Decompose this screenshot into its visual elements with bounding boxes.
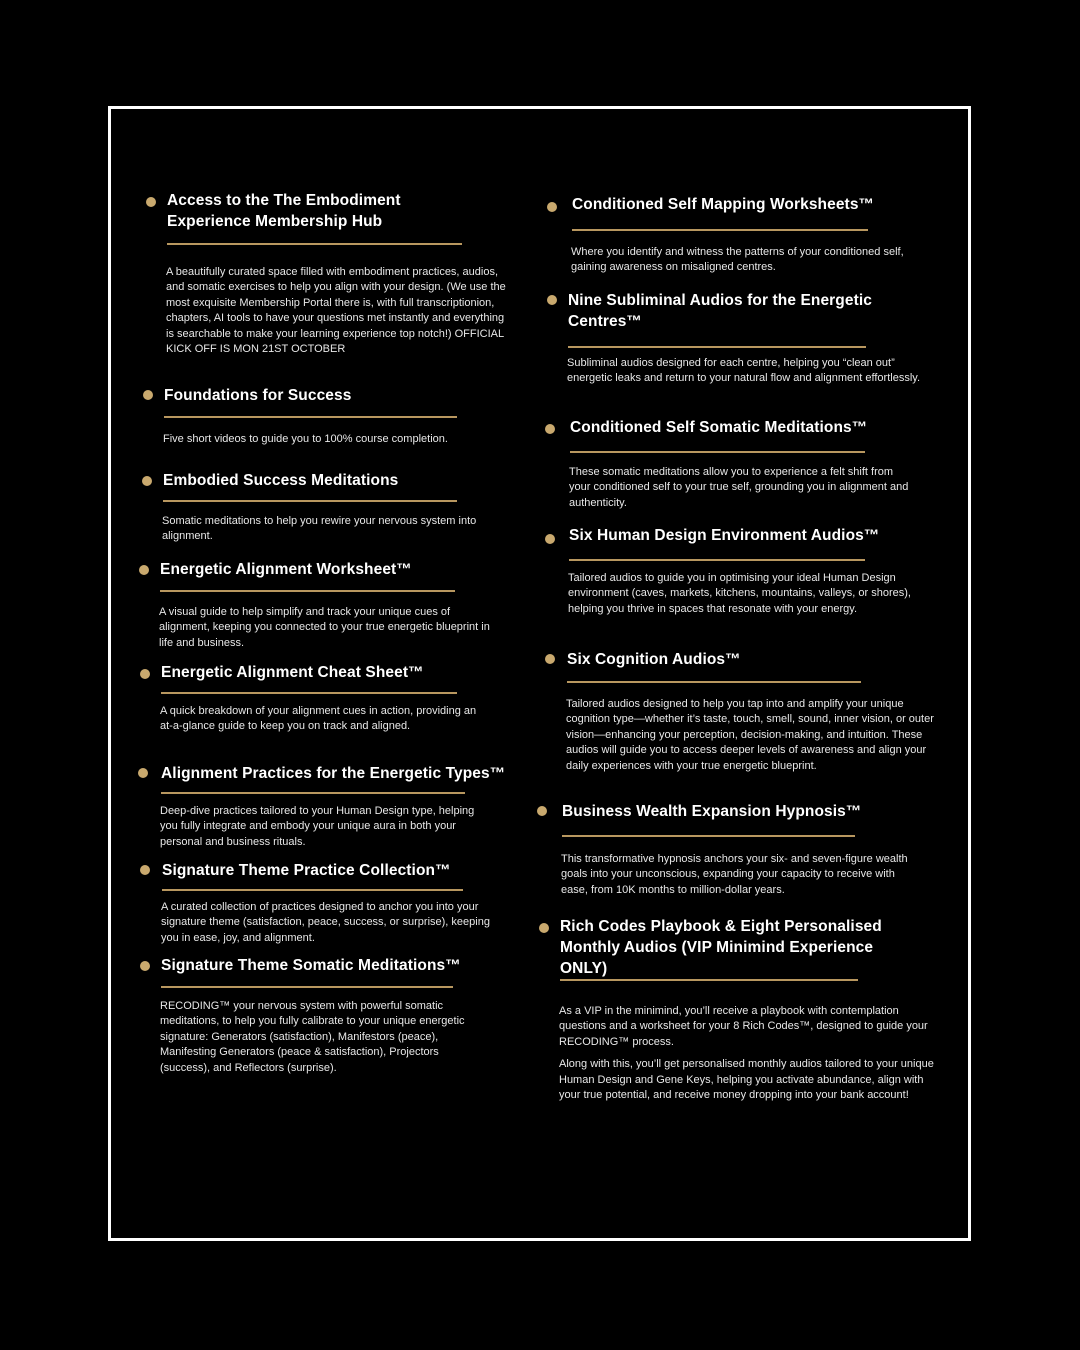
divider <box>568 346 866 348</box>
divider <box>164 416 457 418</box>
feature-title <box>161 763 505 784</box>
feature-description <box>561 852 916 905</box>
description-paragraph: As a VIP in the minimind, you’ll receive a playbook with contemplation questions and a worksheet for your 8 Rich Codes™, designed to guide your RECODING™ process. <box>559 1005 928 1048</box>
feature-description <box>566 697 941 781</box>
divider <box>163 500 457 502</box>
description-paragraph: Deep-dive practices tailored to your Human Design type, helping you fully integrate and embody your unique aura in both your personal and business rituals. <box>160 805 475 848</box>
feature-description <box>161 900 506 953</box>
description-paragraph: This transformative hypnosis anchors your six- and seven-figure wealth goals into your unconscious, expanding your capacity to receive with ease, from 10K months to million-dollar years. <box>561 853 908 896</box>
feature-title-line: Energetic Alignment Worksheet™ <box>160 561 412 578</box>
bullet-icon <box>142 476 152 486</box>
feature-title-line: Foundations for Success <box>164 387 352 404</box>
divider <box>161 792 465 794</box>
feature-title <box>162 860 451 881</box>
feature-description <box>567 356 922 394</box>
feature-title-line: ONLY) <box>560 960 608 977</box>
feature-title <box>569 525 879 546</box>
feature-title <box>161 662 424 683</box>
bullet-icon <box>545 654 555 664</box>
bullet-icon <box>140 961 150 971</box>
bullet-icon <box>539 923 549 933</box>
feature-title-line: Embodied Success Meditations <box>163 472 399 489</box>
divider <box>160 590 455 592</box>
feature-title-line: Six Cognition Audios™ <box>567 651 741 668</box>
description-paragraph: A curated collection of practices designed to anchor you into your signature theme (satisfaction, peace, success, or surprise), keeping you in ease, joy, and alignment. <box>161 901 490 944</box>
feature-description <box>568 571 943 624</box>
bullet-icon <box>139 565 149 575</box>
description-paragraph: Along with this, you’ll get personalised monthly audios tailored to your unique Human Design and Gene Keys, helping you activate abundance, align with your true potential, and receive money dropping into your bank account! <box>559 1058 934 1102</box>
feature-title <box>568 290 872 332</box>
divider <box>560 979 858 981</box>
feature-description <box>571 245 936 283</box>
bullet-icon <box>146 197 156 207</box>
divider <box>162 889 463 891</box>
bullet-icon <box>140 669 150 679</box>
description-paragraph: Five short videos to guide you to 100% course completion. <box>163 433 448 445</box>
feature-description <box>559 1004 934 1110</box>
divider <box>161 692 457 694</box>
feature-title-line: Rich Codes Playbook & Eight Personalised <box>560 918 882 935</box>
bullet-icon <box>545 534 555 544</box>
bullet-icon <box>138 768 148 778</box>
feature-title-line: Monthly Audios (VIP Minimind Experience <box>560 939 874 956</box>
divider <box>161 986 453 988</box>
feature-title <box>567 649 741 670</box>
description-paragraph: A visual guide to help simplify and track your unique cues of alignment, keeping you connected to your true energetic blueprint in life and business. <box>159 606 490 649</box>
description-paragraph: Subliminal audios designed for each centre, helping you “clean out” energetic leaks and return to your natural flow and alignment effortlessly. <box>567 357 921 385</box>
description-paragraph: Where you identify and witness the patterns of your conditioned self, gaining awareness on misaligned centres. <box>571 246 904 274</box>
feature-title <box>570 417 867 438</box>
feature-description <box>569 465 914 518</box>
feature-title-line: Business Wealth Expansion Hypnosis™ <box>562 803 862 820</box>
feature-title-line: Conditioned Self Mapping Worksheets™ <box>572 196 875 213</box>
divider <box>567 681 861 683</box>
feature-description <box>159 605 499 658</box>
divider <box>562 835 855 837</box>
bullet-icon <box>545 424 555 434</box>
feature-title-line: Energetic Alignment Cheat Sheet™ <box>161 664 424 681</box>
description-paragraph: Somatic meditations to help you rewire your nervous system into alignment. <box>162 515 477 543</box>
bullet-icon <box>537 806 547 816</box>
feature-description <box>166 265 511 364</box>
description-paragraph: A beautifully curated space filled with embodiment practices, audios, and somatic exercises to help you align with your design. (We use the most exquisite Membership Portal there is, with full transcriptionion, chapters, AI tools to have your questions met instantly and everything is searchable to make your learning experience top notch!) OFFICIAL KICK OFF IS MON 21ST OCTOBER <box>166 266 506 356</box>
description-paragraph: A quick breakdown of your alignment cues in action, providing an at-a-glance guide to keep you on track and aligned. <box>160 705 477 733</box>
feature-title-line: Centres™ <box>568 313 643 330</box>
feature-title <box>163 470 398 491</box>
feature-title <box>164 385 351 406</box>
feature-title <box>560 916 882 979</box>
feature-title-line: Alignment Practices for the Energetic Types™ <box>161 765 506 782</box>
feature-title <box>160 559 412 580</box>
bullet-icon <box>547 295 557 305</box>
bullet-icon <box>140 865 150 875</box>
feature-title <box>562 801 862 822</box>
feature-title-line: Signature Theme Practice Collection™ <box>162 862 451 879</box>
feature-description <box>160 704 480 742</box>
feature-description <box>160 999 490 1083</box>
feature-description <box>162 514 507 552</box>
feature-title <box>167 190 401 232</box>
description-paragraph: Tailored audios designed to help you tap into and amplify your unique cognition type—whether it’s taste, touch, smell, sound, inner vision, or outer vision—enhancing your perception, decision-making, and intuition. These audios will guide you to access deeper levels of awareness and align your daily experiences with your true energetic blueprint. <box>566 698 934 772</box>
feature-title <box>161 955 461 976</box>
bullet-icon <box>143 390 153 400</box>
description-paragraph: These somatic meditations allow you to experience a felt shift from your conditioned self to your true self, grounding you in alignment and authenticity. <box>569 466 909 509</box>
feature-title-line: Conditioned Self Somatic Meditations™ <box>570 419 868 436</box>
feature-title <box>572 194 874 215</box>
feature-title-line: Six Human Design Environment Audios™ <box>569 527 880 544</box>
divider <box>570 451 865 453</box>
feature-description <box>160 804 495 857</box>
divider <box>572 229 868 231</box>
feature-title-line: Experience Membership Hub <box>167 213 383 230</box>
feature-description <box>163 432 493 454</box>
feature-title-line: Access to the The Embodiment <box>167 192 401 209</box>
feature-title-line: Nine Subliminal Audios for the Energetic <box>568 292 872 309</box>
feature-title-line: Signature Theme Somatic Meditations™ <box>161 957 461 974</box>
description-paragraph: RECODING™ your nervous system with powerful somatic meditations, to help you fully calibrate to your unique energetic signature: Generators (satisfaction), Manifestors (peace), Manifesting Generators (peace & satisfaction), Projectors (success), and Reflectors (surprise). <box>160 1000 465 1074</box>
divider <box>569 559 865 561</box>
bullet-icon <box>547 202 557 212</box>
description-paragraph: Tailored audios to guide you in optimising your ideal Human Design environment (caves, markets, kitchens, mountains, valleys, or shores), helping you thrive in spaces that resonate with your energy. <box>568 572 911 615</box>
divider <box>167 243 462 245</box>
